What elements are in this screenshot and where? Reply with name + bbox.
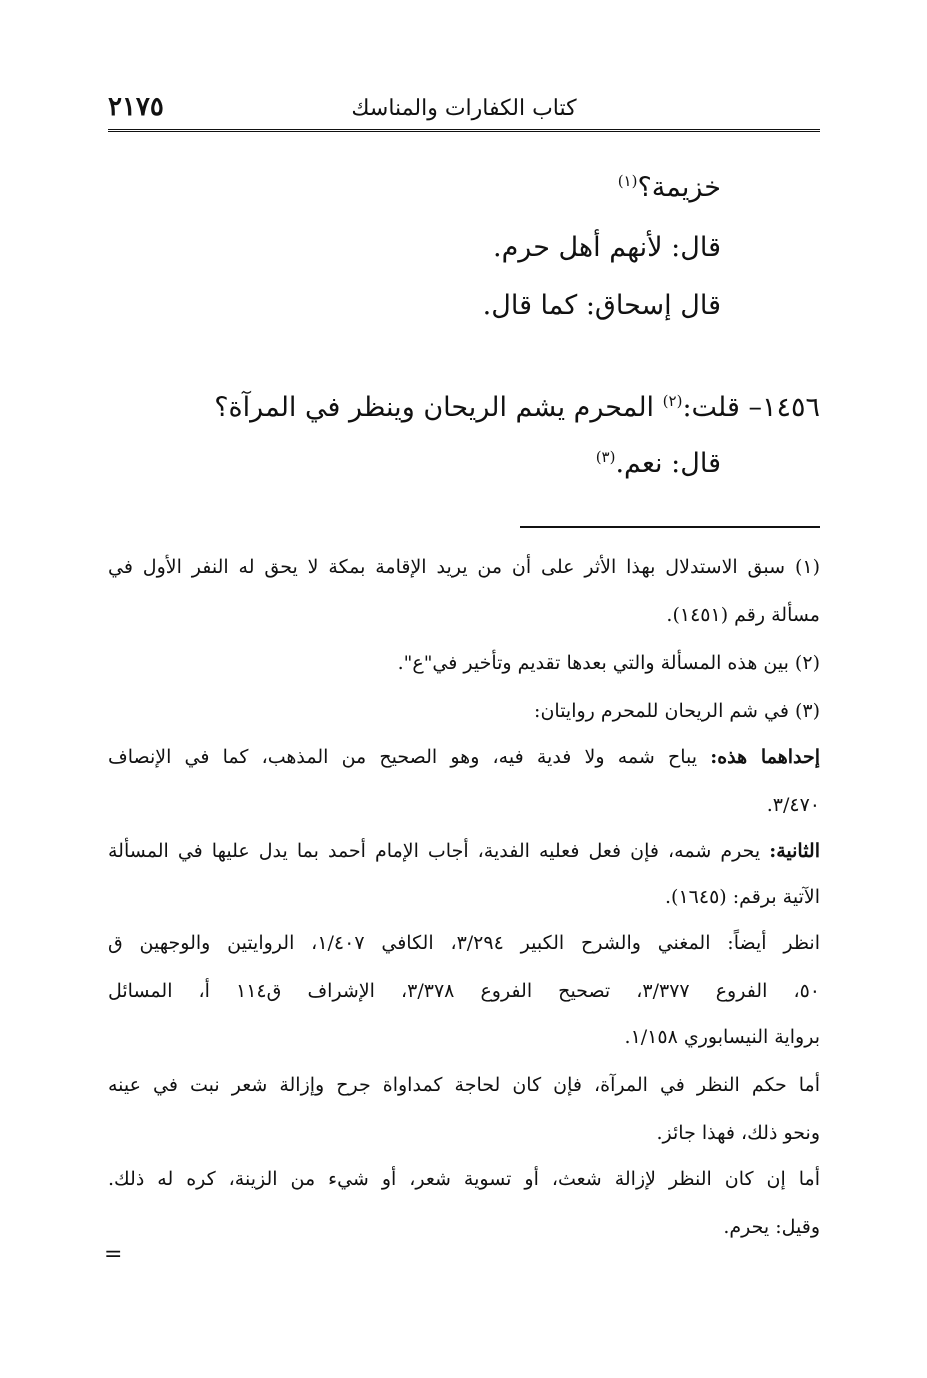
see-also-line-2: ٥٠، الفروع ٣/٣٧٧، تصحيح الفروع ٣/٣٧٨، الإشراف ق١١٤ أ، المسائل [108,980,820,1002]
continuation-mark: = [104,1242,123,1267]
running-title: كتاب الكفارات والمناسك [351,96,577,121]
main-line-1-text: خزيمة؟ [637,172,721,203]
question-1456 [214,392,820,423]
footnote-3-first-narration [108,746,820,768]
main-line-3: قال إسحاق: كما قال. [482,290,721,321]
mirror-ruling-line-1: أما حكم النظر في المرآة، فإن كان لحاجة كمداواة جرح وإزالة شعر نبت في عينه [108,1074,820,1096]
second-narration-text: يحرم شمه، فإن فعل فعليه الفدية، أجاب الإمام أحمد بما يدل عليها في المسألة [108,840,770,862]
footnote-2: (٢) بين هذه المسألة والتي بعدها تقديم وتأخير في"ع". [397,652,820,674]
second-narration-continuation: الآتية برقم: (١٦٤٥). [665,886,820,908]
footnote-3-second-narration [108,840,820,862]
footnote-ref-3: (٣) [595,448,616,466]
main-line-2: قال: لأنهم أهل حرم. [493,232,721,263]
page-number: ٢١٧٥ [108,92,164,122]
footnote-separator [520,526,820,528]
question-text: المحرم يشم الريحان وينظر في المرآة؟ [214,392,663,423]
mirror-ruling-line-2: ونحو ذلك، فهذا جائز. [656,1122,820,1144]
answer-line [596,448,721,479]
first-narration-continuation: ٣/٤٧٠. [766,794,820,816]
footnote-1-line-2: مسألة رقم (١٤٥١). [666,604,820,626]
header-rule [108,129,820,132]
first-narration-label: إحداهما هذه: [710,746,820,768]
question-number: ١٤٥٦– قلت: [682,392,820,423]
mirror-ruling-line-3: أما إن كان النظر لإزالة شعث، أو تسوية شعر، أو شيء من الزينة، كره له ذلك. [108,1168,820,1190]
answer-text: قال: نعم. [615,448,721,479]
footnote-ref-2: (٢) [662,392,683,410]
see-also-line-1: انظر أيضاً: المغني والشرح الكبير ٣/٢٩٤، الكافي ١/٤٠٧، الروايتين والوجهين ق [108,932,820,954]
footnote-3-intro: (٣) في شم الريحان للمحرم روايتان: [534,700,820,722]
first-narration-text: يباح شمه ولا فدية فيه، وهو الصحيح من المذهب، كما في الإنصاف [108,746,711,768]
mirror-ruling-line-4: وقيل: يحرم. [723,1216,820,1238]
footnote-1-line-1: (١) سبق الاستدلال بهذا الأثر على أن من يريد الإقامة بمكة لا يحق له النفر الأول في [108,556,820,578]
second-narration-label: الثانية: [769,840,820,862]
main-line-1 [618,172,721,203]
page-header [108,88,820,132]
see-also-line-3: برواية النيسابوري ١/١٥٨. [624,1026,820,1048]
footnote-ref-1: (١) [617,172,638,190]
